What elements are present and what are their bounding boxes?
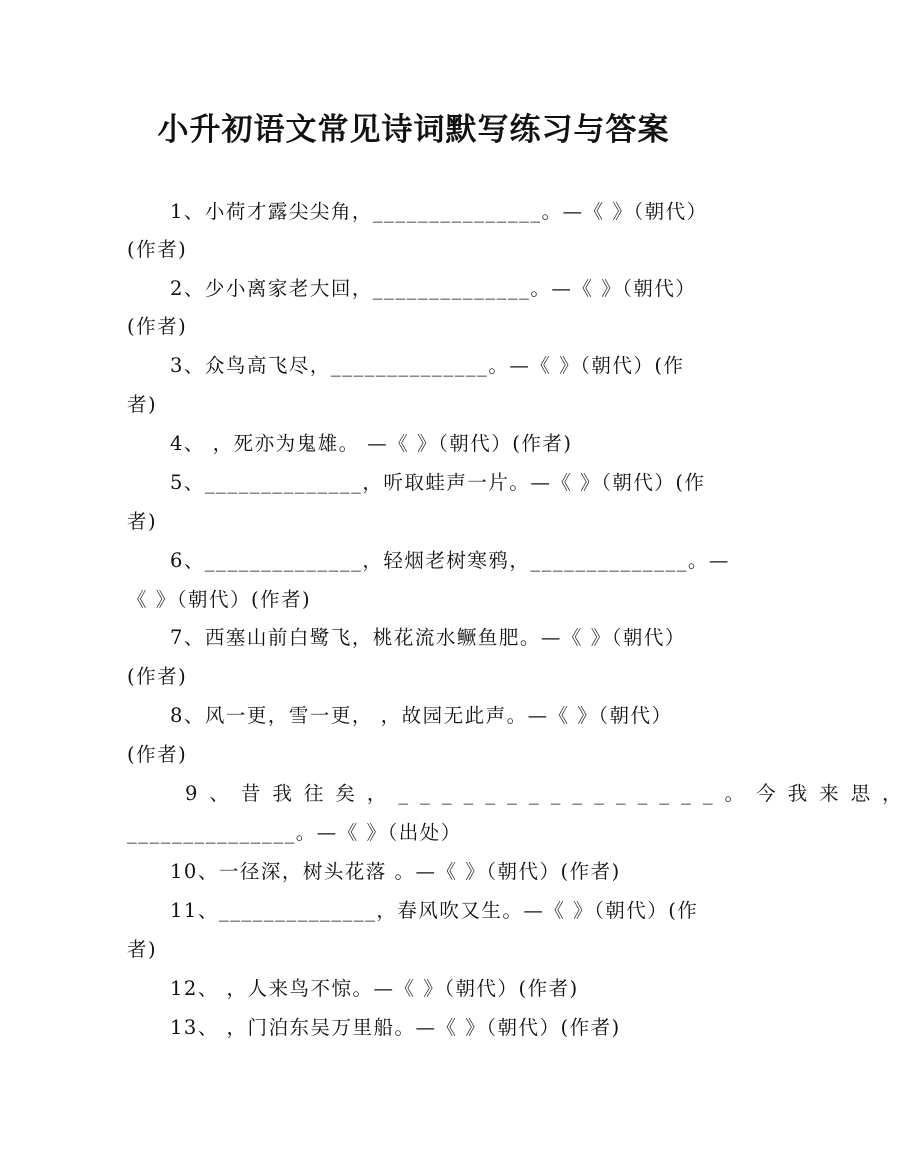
question-1-line-2: (作者): [127, 238, 188, 261]
question-6-line-1: 6、______________，轻烟老树寒鸦，______________。—: [170, 549, 730, 572]
question-4-line-1: 4、 ，死亦为鬼雄。 —《 》（朝代）(作者): [170, 432, 573, 455]
question-10-line-1: 10、一径深，树头花落 。—《 》（朝代）(作者): [170, 860, 621, 883]
question-12-line-1: 12、 ，人来鸟不惊。—《 》（朝代）(作者): [170, 977, 579, 1000]
question-7-line-2: (作者): [127, 665, 188, 688]
question-9-line-1: 9、昔我往矣，_______________。今我来思，: [185, 782, 914, 805]
question-9-line-2: _______________。—《 》（出处）: [127, 821, 462, 844]
question-2-line-1: 2、少小离家老大回，______________。—《 》（朝代）: [170, 277, 697, 300]
question-7-line-1: 7、西塞山前白鹭飞，桃花流水鳜鱼肥。—《 》（朝代）: [170, 626, 686, 649]
question-6-line-2: 《 》（朝代）(作者): [127, 588, 312, 611]
question-5-line-1: 5、______________，听取蛙声一片。—《 》（朝代）(作: [170, 471, 706, 494]
question-8-line-2: (作者): [127, 743, 188, 766]
question-3-line-2: 者): [127, 393, 158, 416]
question-5-line-2: 者): [127, 510, 158, 533]
question-2-line-2: (作者): [127, 315, 188, 338]
question-11-line-1: 11、______________，春风吹又生。—《 》（朝代）(作: [170, 899, 699, 922]
page-title: 小升初语文常见诗词默写练习与答案: [157, 112, 670, 148]
question-13-line-1: 13、 ，门泊东吴万里船。—《 》（朝代）(作者): [170, 1016, 621, 1039]
question-8-line-1: 8、风一更，雪一更， ，故园无此声。—《 》（朝代）: [170, 704, 673, 727]
question-3-line-1: 3、众鸟高飞尽，______________。—《 》（朝代）(作: [170, 354, 685, 377]
question-1-line-1: 1、小荷才露尖尖角，_______________。—《 》（朝代）: [170, 200, 708, 223]
question-11-line-2: 者): [127, 938, 158, 961]
